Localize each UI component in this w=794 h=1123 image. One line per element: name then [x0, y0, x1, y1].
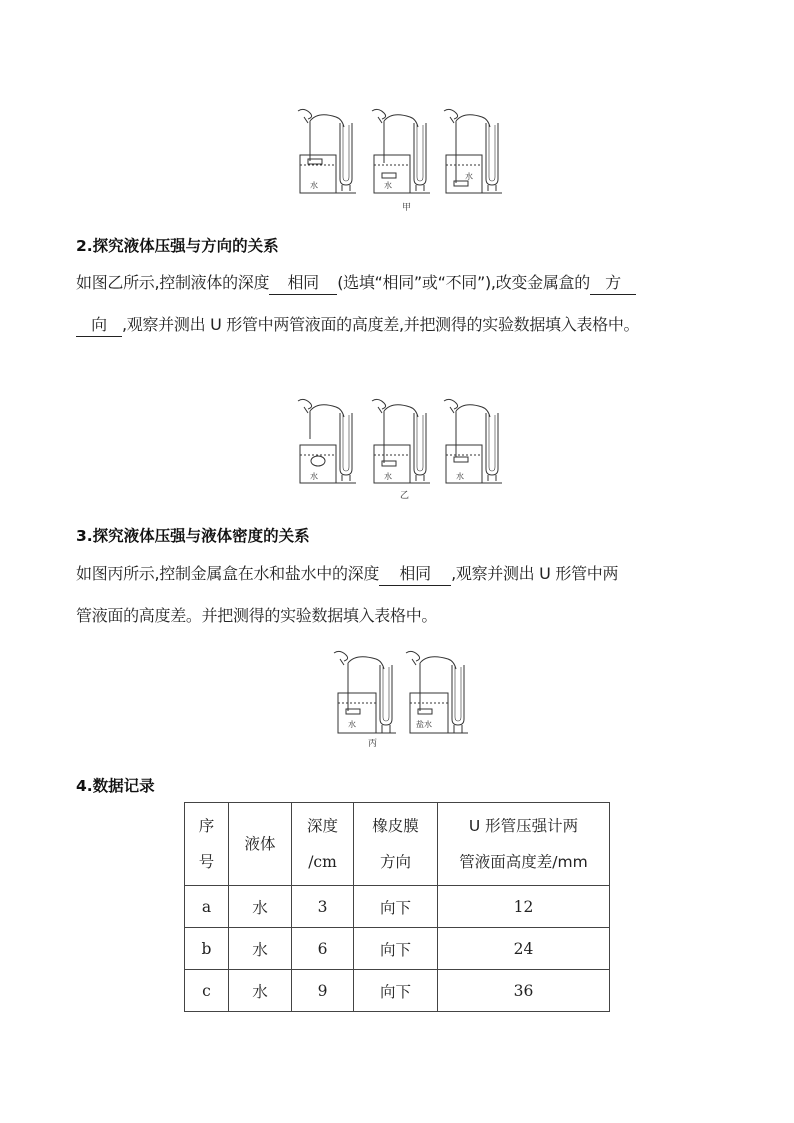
cell-diff: 12: [438, 886, 610, 928]
figure-bing: [326, 645, 476, 751]
figure-bing-caption: 丙: [368, 739, 378, 749]
figure-bing-label-1: 水: [348, 720, 356, 729]
figure-yi-label-3: 水: [456, 472, 464, 481]
figure-yi-caption: 乙: [400, 491, 410, 501]
figure-jia-label-1: 水: [310, 181, 318, 190]
section-3-text-2: ,观察并测出 U 形管中两: [451, 564, 619, 583]
cell-depth: 3: [292, 886, 354, 928]
section-2-blank-2b: 向: [76, 314, 122, 337]
cell-seq: b: [185, 928, 229, 970]
figure-yi-label-2: 水: [384, 472, 392, 481]
section-2-text-2: (选填“相同”或“不同”),改变金属盒的: [337, 273, 590, 292]
section-2-title: 2.探究液体压强与方向的关系: [76, 237, 279, 255]
section-2-paragraph: [76, 262, 736, 346]
section-3-text-3: 管液面的高度差。并把测得的实验数据填入表格中。: [76, 606, 438, 625]
apparatus-jia-3: [444, 109, 502, 193]
header-membrane-direction: 橡皮膜 方向: [354, 803, 438, 886]
figure-jia-label-3: 水: [465, 172, 473, 181]
cell-liquid: 水: [229, 970, 292, 1012]
header-seq: 序 号: [185, 803, 229, 886]
apparatus-bing-1: [334, 651, 396, 733]
section-3-title: 3.探究液体压强与液体密度的关系: [76, 527, 310, 545]
table-row: [185, 928, 610, 970]
figure-yi-drawing: [290, 393, 510, 503]
table-row: [185, 970, 610, 1012]
section-2-blank-2a: 方: [590, 272, 636, 295]
figure-bing-drawing: [326, 645, 476, 751]
section-2-blank-1: 相同: [269, 272, 337, 295]
cell-liquid: 水: [229, 886, 292, 928]
figure-jia-drawing: [290, 103, 510, 215]
section-3-text-1: 如图丙所示,控制金属盒在水和盐水中的深度: [76, 564, 380, 583]
apparatus-yi-1: [298, 399, 356, 483]
cell-direction: 向下: [354, 970, 438, 1012]
cell-liquid: 水: [229, 928, 292, 970]
header-height-difference: U 形管压强计两 管液面高度差/mm: [438, 803, 610, 886]
section-2-text-1: 如图乙所示,控制液体的深度: [76, 273, 270, 292]
cell-depth: 6: [292, 928, 354, 970]
cell-direction: 向下: [354, 928, 438, 970]
section-2-text-3: ,观察并测出 U 形管中两管液面的高度差,并把测得的实验数据填入表格中。: [122, 315, 640, 334]
header-liquid: 液体: [229, 803, 292, 886]
section-3-paragraph: [76, 553, 736, 637]
apparatus-yi-2: [372, 399, 430, 483]
table-header-row: [185, 803, 610, 886]
cell-depth: 9: [292, 970, 354, 1012]
table-row: [185, 886, 610, 928]
cell-diff: 24: [438, 928, 610, 970]
apparatus-jia-1: [298, 109, 356, 193]
data-table: [184, 802, 610, 1012]
figure-yi-label-1: 水: [310, 472, 318, 481]
cell-direction: 向下: [354, 886, 438, 928]
apparatus-jia-2: [372, 109, 430, 193]
figure-yi: [290, 393, 510, 503]
figure-jia-label-2: 水: [384, 181, 392, 190]
section-3-blank-1: 相同: [379, 563, 451, 586]
figure-jia-caption: 甲: [402, 203, 412, 213]
cell-diff: 36: [438, 970, 610, 1012]
cell-seq: c: [185, 970, 229, 1012]
section-4-title: 4.数据记录: [76, 777, 155, 795]
cell-seq: a: [185, 886, 229, 928]
figure-bing-label-2: 盐水: [416, 720, 432, 729]
apparatus-yi-3: [444, 399, 502, 483]
header-depth: 深度 /cm: [292, 803, 354, 886]
figure-jia: [290, 103, 510, 215]
